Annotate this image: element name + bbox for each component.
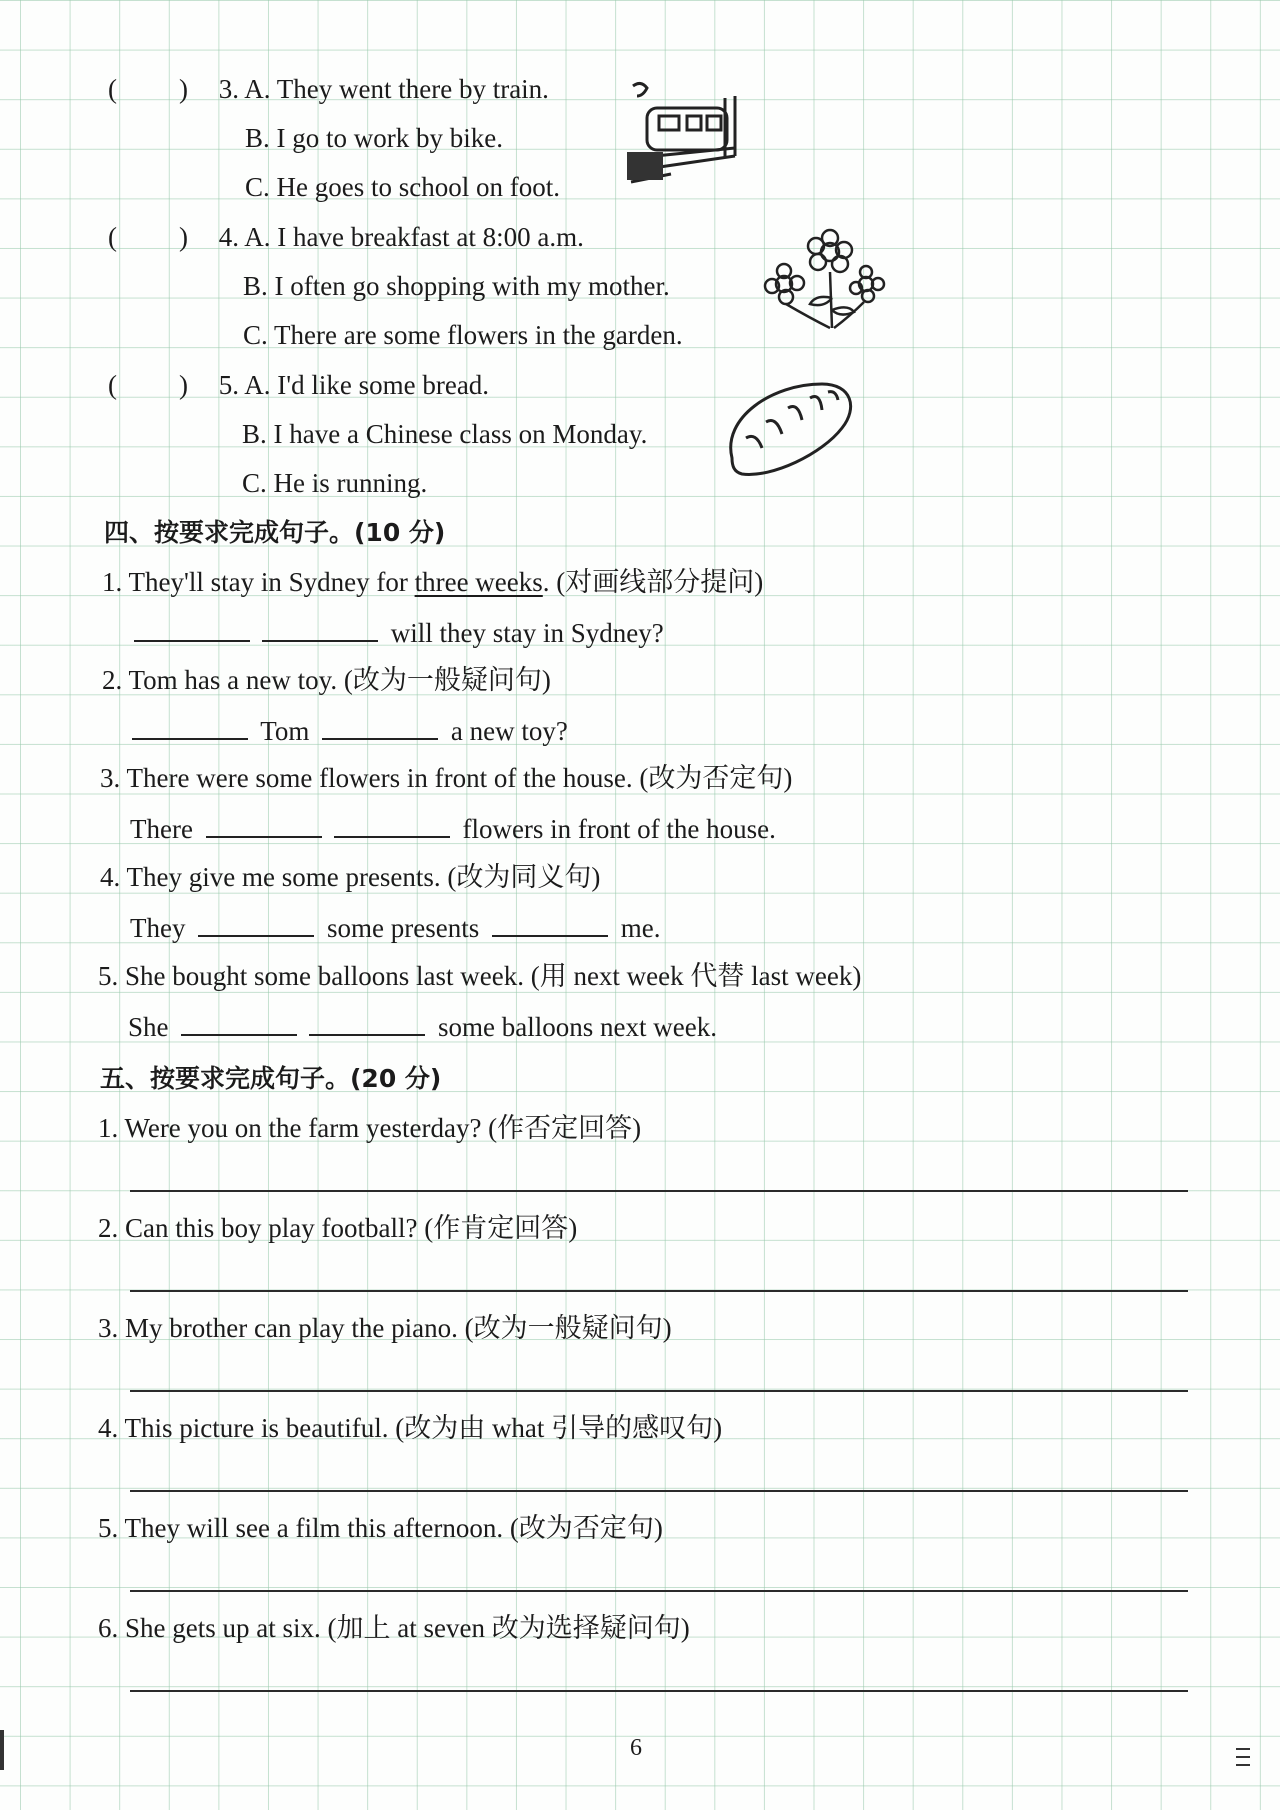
answer-line[interactable] xyxy=(130,1390,1188,1392)
answer-parenthesis[interactable]: ( ) xyxy=(108,370,188,400)
question-number: 4. xyxy=(218,222,239,252)
answer-line[interactable] xyxy=(130,1290,1188,1292)
blank-field[interactable] xyxy=(134,614,250,642)
s4-question-4: 4. They give me some presents. (改为同义句) xyxy=(100,862,601,892)
option-c: C. There are some flowers in the garden. xyxy=(243,320,683,350)
option-a: A. I have breakfast at 8:00 a.m. xyxy=(244,222,584,252)
blank-field[interactable] xyxy=(206,810,322,838)
right-edge-mark-1 xyxy=(1236,1748,1250,1750)
option-b: B. I often go shopping with my mother. xyxy=(243,271,670,301)
s4-answer-3: There flowers in front of the house. xyxy=(130,810,776,846)
answer-line[interactable] xyxy=(130,1690,1188,1692)
s4-answer-4: They some presents me. xyxy=(130,909,660,945)
blank-field[interactable] xyxy=(309,1008,425,1036)
option-c: C. He is running. xyxy=(242,468,428,498)
right-edge-mark-3 xyxy=(1236,1764,1250,1766)
underlined-phrase: three weeks xyxy=(414,567,543,597)
answer-line[interactable] xyxy=(130,1190,1188,1192)
answer-line[interactable] xyxy=(130,1590,1188,1592)
option-a: A. They went there by train. xyxy=(244,74,549,104)
option-c: C. He goes to school on foot. xyxy=(245,172,560,202)
question-4-line-a xyxy=(108,220,584,254)
s5-question-4: 4. This picture is beautiful. (改为由 what 引导的感叹句) xyxy=(98,1413,723,1443)
s5-question-3: 3. My brother can play the piano. (改为一般疑问句) xyxy=(98,1313,672,1343)
s5-question-1: 1. Were you on the farm yesterday? (作否定回答) xyxy=(98,1113,642,1143)
left-edge-mark xyxy=(0,1730,4,1770)
s4-answer-5: She some balloons next week. xyxy=(128,1008,717,1044)
s4-question-1: 1. They'll stay in Sydney for three weeks. (对画线部分提问) xyxy=(102,567,764,597)
blank-field[interactable] xyxy=(198,909,314,937)
answer-line[interactable] xyxy=(130,1490,1188,1492)
question-5-line-a xyxy=(108,368,489,402)
train-icon xyxy=(625,78,745,188)
s4-question-2: 2. Tom has a new toy. (改为一般疑问句) xyxy=(102,665,551,695)
question-3-line-a xyxy=(108,72,549,106)
s5-question-2: 2. Can this boy play football? (作肯定回答) xyxy=(98,1213,578,1243)
blank-field[interactable] xyxy=(334,810,450,838)
s4-answer-1: will they stay in Sydney? xyxy=(128,614,664,650)
section-5-heading: 五、按要求完成句子。(20 分) xyxy=(100,1064,442,1093)
blank-field[interactable] xyxy=(322,712,438,740)
blank-field[interactable] xyxy=(181,1008,297,1036)
answer-parenthesis[interactable]: ( ) xyxy=(108,222,188,252)
right-edge-mark-2 xyxy=(1236,1756,1250,1758)
bread-icon xyxy=(722,378,858,482)
s5-question-6: 6. She gets up at six. (加上 at seven 改为选择疑问句) xyxy=(98,1613,690,1643)
question-number: 3. xyxy=(218,74,239,104)
option-b: B. I go to work by bike. xyxy=(245,123,503,153)
blank-field[interactable] xyxy=(262,614,378,642)
option-b: B. I have a Chinese class on Monday. xyxy=(242,419,648,449)
question-number: 5. xyxy=(218,370,239,400)
answer-parenthesis[interactable]: ( ) xyxy=(108,74,188,104)
s4-question-3: 3. There were some flowers in front of the house. (改为否定句) xyxy=(100,763,793,793)
option-a: A. I'd like some bread. xyxy=(244,370,490,400)
page-number: 6 xyxy=(630,1735,642,1761)
s4-question-5: 5. She bought some balloons last week. (用 next week 代替 last week) xyxy=(98,961,862,991)
s5-question-5: 5. They will see a film this afternoon. (改为否定句) xyxy=(98,1513,663,1543)
blank-field[interactable] xyxy=(132,712,248,740)
section-4-heading: 四、按要求完成句子。(10 分) xyxy=(104,518,446,547)
s4-answer-2: Tom a new toy? xyxy=(126,712,568,748)
flower-icon xyxy=(760,228,890,338)
blank-field[interactable] xyxy=(492,909,608,937)
